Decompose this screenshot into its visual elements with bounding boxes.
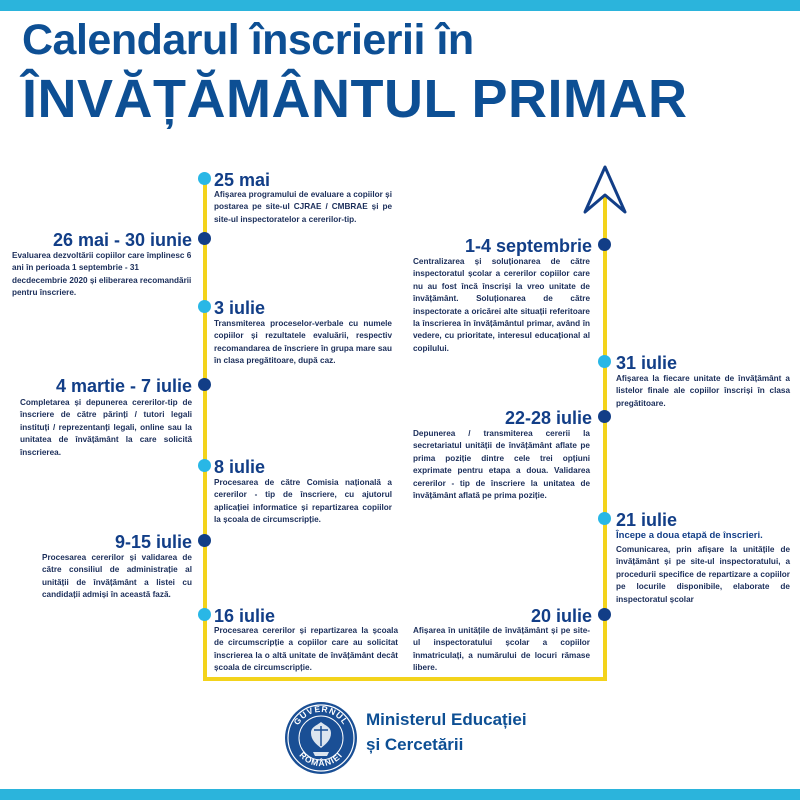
event-text: Completarea și depunerea cererilor-tip de înscriere de către părinți / tutori legali instituți / reprezentanți legali, online sau la unitatea de învățământ la care solicită înscrierea. [20, 398, 192, 457]
event-text: Afișarea în unitățile de învățământ și pe site-ul inspectoratului școlar a copiilor înmatriculați, a numărului de locuri rămase libere. [413, 626, 590, 673]
event-date: 9-15 iulie [114, 532, 192, 552]
event-text-bold: Începe a doua etapă de înscrieri. [616, 530, 763, 541]
event-date: 20 iulie [530, 606, 592, 626]
logo-text-top: GUVERNUL [291, 703, 351, 727]
event-date: 1-4 septembrie [464, 236, 592, 256]
event-text: Afișarea la fiecare unitate de învățământ a listelor finale ale copiilor înscriși în clasa pregătitoare. [616, 374, 790, 408]
arrow-up-icon [582, 164, 628, 216]
timeline-path-bottom [203, 677, 607, 681]
svg-text:GUVERNUL [291, 704, 350, 727]
event-text: Procesarea cererilor și repartizarea la școala de circumscripție a copiilor care au solicitat înscrierea la o altă unitate de învățământ decât școala de circumscripție. [214, 626, 398, 673]
event-date: 16 iulie [214, 606, 276, 626]
event-date: 26 mai - 30 iunie [52, 230, 192, 250]
event-date: 31 iulie [616, 353, 678, 373]
timeline-dot-4-martie-7-iulie [198, 378, 211, 391]
timeline-dot-8-iulie [198, 459, 211, 472]
timeline-dot-26-mai-30-iunie [198, 232, 211, 245]
timeline-dot-22-28-iulie [598, 410, 611, 423]
title-line-1: Calendarul înscrierii în [22, 16, 474, 64]
event-date: 22-28 iulie [504, 408, 592, 428]
timeline-dot-31-iulie [598, 355, 611, 368]
timeline-dot-21-iulie [598, 512, 611, 525]
timeline-dot-16-iulie [198, 608, 211, 621]
ministry-name-line-1: Ministerul Educației [366, 710, 527, 729]
timeline-dot-1-4-septembrie [598, 238, 611, 251]
timeline-dot-25-mai [198, 172, 211, 185]
event-date: 8 iulie [214, 457, 266, 477]
top-accent-bar [0, 0, 800, 11]
event-text: Procesarea de către Comisia națională a cererilor - tip de înscriere, cu ajutorul aplicației informatice și repartizarea copiilor la școala de circumscripție. [214, 478, 392, 525]
timeline-dot-3-iulie [198, 300, 211, 313]
bottom-accent-bar [0, 789, 800, 800]
svg-text:ROMÂNIEI [297, 750, 344, 768]
event-text: Afișarea programului de evaluare a copiilor și postarea pe site-ul CJRAE / CMBRAE și pe site-ul inspectoratelor a cererilor-tip. [214, 190, 392, 224]
event-text: Evaluarea dezvoltării copiilor care împlinesc 6 ani în perioada 1 septembrie - 31 decdecembrie 2020 și eliberarea recomandării pentru înscriere. [12, 251, 192, 298]
event-text: Procesarea cererilor și validarea de către consiliul de administrație al unității de învățământ a listei cu candidații admiși în această fază. [42, 553, 192, 600]
event-text: Depunerea / transmiterea cererii la secretariatul unității de învățământ aflate pe prima poziție dintre cele trei opțiuni exprimate pentru etapa a doua. Validarea cererilor - tip de înscriere la unitatea de învățământ aflată pe prima poziție. [413, 429, 590, 501]
event-text: Comunicarea, prin afișare la unitățile de învățământ și pe site-ul inspectoratului, a procedurii specifice de repartizare a copiilor pe locurile disponibile, elaborate de inspectoratul școlar [616, 545, 790, 604]
event-date: 25 mai [214, 170, 271, 190]
timeline-path-left [203, 180, 207, 680]
event-text: Centralizarea și soluționarea de către inspectoratul școlar a cererilor copiilor care nu au fost încă înscriși la vreo unitate de învățământ. Soluționarea de către inspectorate a oricărei alte situații referitoare la înscrierea în învățământul primar, având în vedere, cu prioritate, interesul educațional al copilului. [413, 257, 590, 353]
event-text: Transmiterea proceselor-verbale cu numele copiilor și rezultatele evaluării, respectiv recomandarea de înscriere în grupa mare sau în clasa pregătitoare, după caz. [214, 319, 392, 366]
timeline-dot-20-iulie [598, 608, 611, 621]
logo-lettering [283, 700, 359, 776]
title-line-2: ÎNVĂȚĂMÂNTUL PRIMAR [22, 69, 688, 129]
event-date: 3 iulie [214, 298, 266, 318]
ministry-name-line-2: și Cercetării [366, 735, 464, 754]
event-date: 21 iulie [616, 510, 678, 530]
logo-text-bottom: ROMÂNIEI [297, 749, 345, 769]
timeline-dot-9-15-iulie [198, 534, 211, 547]
event-date: 4 martie - 7 iulie [55, 376, 192, 396]
